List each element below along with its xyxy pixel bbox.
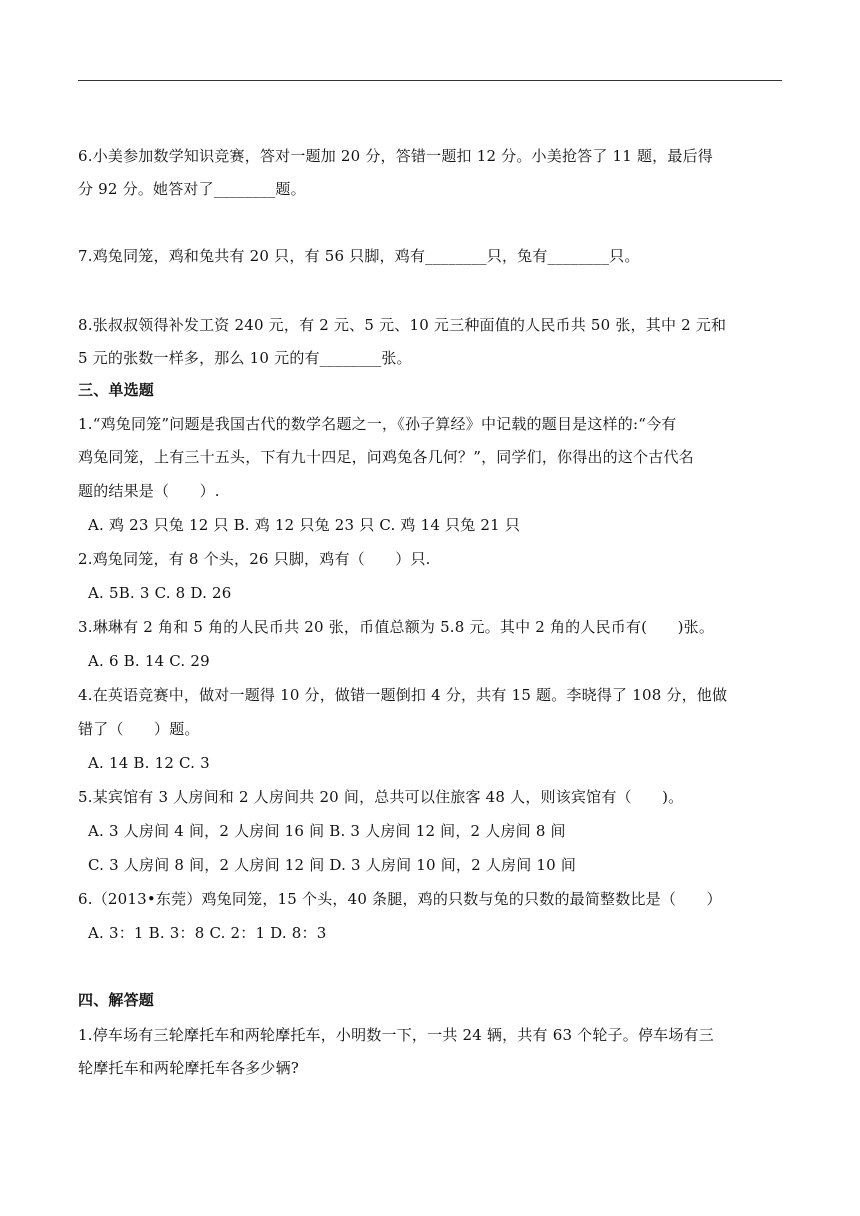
mc-q4-line-2: 错了（ ）题。: [78, 720, 200, 738]
section-3-title: 三、单选题: [78, 381, 155, 399]
mc-q2-line-1: 2.鸡兔同笼，有 8 个头，26 只脚，鸡有（ ）只.: [78, 550, 431, 568]
fill-q8-line-2: 5 元的张数一样多，那么 10 元的有________张。: [78, 349, 412, 367]
fill-q6-line-1: 6.小美参加数学知识竞赛，答对一题加 20 分，答错一题扣 12 分。小美抢答了 11 题，最后得: [78, 147, 713, 165]
mc-q2-options: A. 5B. 3 C. 8 D. 26: [88, 584, 232, 602]
mc-q1-line-2: 鸡兔同笼，上有三十五头，下有九十四足，问鸡兔各几何？”，同学们，你得出的这个古代名: [78, 448, 694, 466]
mc-q4-line-1: 4.在英语竞赛中，做对一题得 10 分，做错一题倒扣 4 分，共有 15 题。李晓得了 108 分，他做: [78, 686, 728, 704]
header-rule: [78, 80, 782, 81]
mc-q1-line-3: 题的结果是（ ）.: [78, 482, 220, 500]
fill-q8-line-1: 8.张叔叔领得补发工资 240 元，有 2 元、5 元、10 元三种面值的人民币共 50 张，其中 2 元和: [78, 316, 727, 334]
mc-q4-options: A. 14 B. 12 C. 3: [88, 754, 210, 772]
fill-q7-line-1: 7.鸡兔同笼，鸡和兔共有 20 只，有 56 只脚，鸡有________只，兔有________只。: [78, 247, 640, 265]
section-4-title: 四、解答题: [78, 991, 155, 1009]
fill-q6-line-2: 分 92 分。她答对了________题。: [78, 180, 306, 198]
mc-q1-options: A. 鸡 23 只兔 12 只 B. 鸡 12 只兔 23 只 C. 鸡 14 只兔 21 只: [88, 516, 521, 534]
mc-q3-options: A. 6 B. 14 C. 29: [88, 652, 210, 670]
solve-q1-line-1: 1.停车场有三轮摩托车和两轮摩托车，小明数一下，一共 24 辆，共有 63 个轮子。停车场有三: [78, 1026, 714, 1044]
solve-q1-line-2: 轮摩托车和两轮摩托车各多少辆?: [78, 1059, 300, 1077]
mc-q5-options-1: A. 3 人房间 4 间，2 人房间 16 间 B. 3 人房间 12 间，2 人房间 8 间: [88, 822, 566, 840]
mc-q6-line-1: 6.（2013•东莞）鸡兔同笼，15 个头，40 条腿，鸡的只数与兔的只数的最简整数比是（ ）: [78, 890, 722, 908]
mc-q5-line-1: 5.某宾馆有 3 人房间和 2 人房间共 20 间，总共可以住旅客 48 人，则该宾馆有（ )。: [78, 788, 684, 806]
mc-q3-line-1: 3.琳琳有 2 角和 5 角的人民币共 20 张，币值总额为 5.8 元。其中 2 角的人民币有( )张。: [78, 618, 715, 636]
mc-q5-options-2: C. 3 人房间 8 间，2 人房间 12 间 D. 3 人房间 10 间，2 人房间 10 间: [88, 856, 577, 874]
mc-q6-options: A. 3：1 B. 3：8 C. 2：1 D. 8：3: [88, 924, 327, 942]
mc-q1-line-1: 1.“鸡兔同笼”问题是我国古代的数学名题之一，《孙子算经》中记载的题目是这样的:“今有: [78, 415, 677, 433]
